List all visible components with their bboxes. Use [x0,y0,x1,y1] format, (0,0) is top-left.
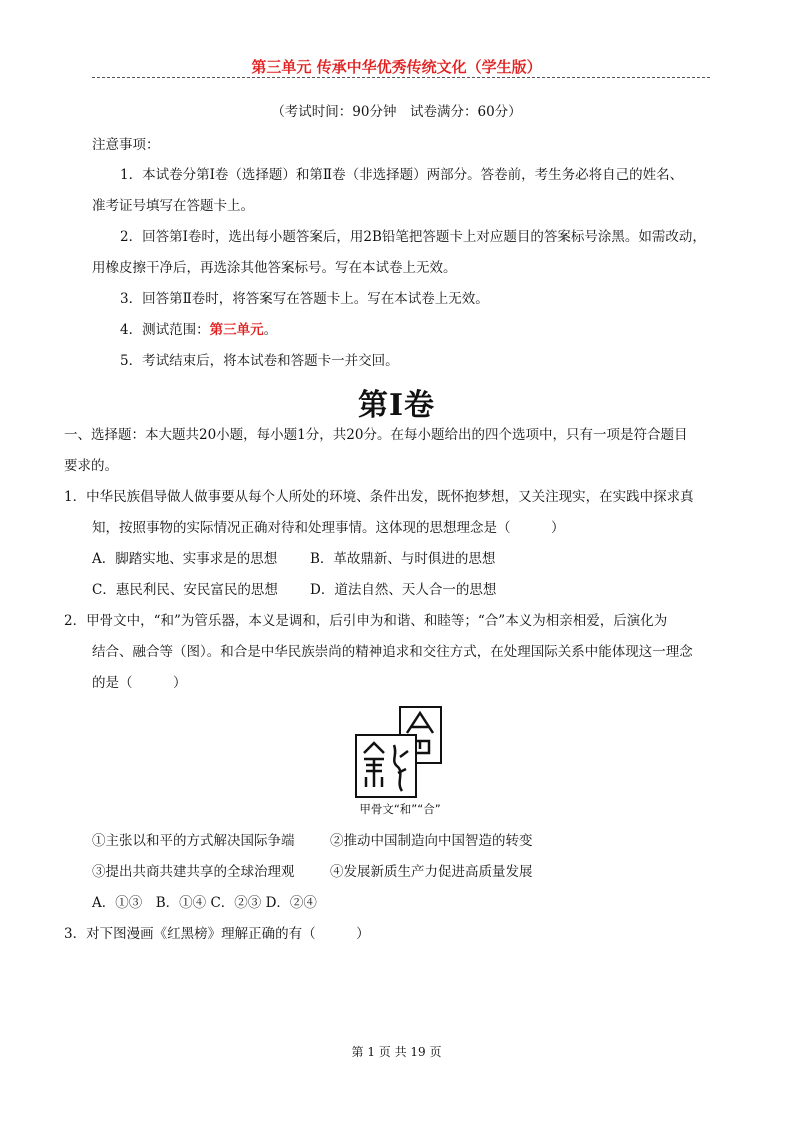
note-4-prefix: 4．测试范围： [120,322,210,338]
q2-stem-line-1: 2．甲骨文中，“和”为管乐器，本义是调和，后引申为和谐、和睦等；“合”本义为相亲相爱，后演化为 [64,613,668,629]
q2-statement-3: ③提出共商共建共享的全球治理观 [92,864,295,880]
q2-options: A．①③ B．①④ C．②③ D．②④ [92,895,317,911]
page-footer: 第 1 页 共 19 页 [351,1045,442,1059]
q2-stem-line-3: 的是（ ） [92,675,187,691]
note-4 [120,321,277,339]
q3-stem-line-1: 3．对下图漫画《红黑榜》理解正确的有（ ） [64,926,370,942]
figure-caption: 甲骨文“和”“合” [359,802,441,816]
q1-option-d: D．道法自然、天人合一的思想 [310,582,497,598]
note-1-line-2: 准考证号填写在答题卡上。 [92,198,254,214]
test-scope-highlight: 第三单元 [209,322,264,338]
notes-heading: 注意事项： [92,137,160,153]
note-5: 5．考试结束后，将本试卷和答题卡一并交回。 [120,353,399,369]
exam-info: （考试时间：90分钟 试卷满分：60分） [271,104,522,120]
note-1-line-1: 1．本试卷分第Ⅰ卷（选择题）和第Ⅱ卷（非选择题）两部分。答卷前，考生务必将自己的姓名、 [120,167,684,183]
note-2-line-1: 2．回答第Ⅰ卷时，选出每小题答案后，用2B铅笔把答题卡上对应题目的答案标号涂黑。如需改动， [120,229,706,245]
q1-option-a: A．脚踏实地、实事求是的思想 [92,551,278,567]
header-divider [92,77,710,78]
note-2-line-2: 用橡皮擦干净后，再选涂其他答案标号。写在本试卷上无效。 [92,260,457,276]
q1-option-c: C．惠民利民、安民富民的思想 [92,582,278,598]
q2-statement-1: ①主张以和平的方式解决国际争端 [92,833,295,849]
q2-stem-line-2: 结合、融合等（图）。和合是中华民族崇尚的精神追求和交往方式，在处理国际关系中能体现这一理念 [92,644,693,660]
note-3: 3．回答第Ⅱ卷时，将答案写在答题卡上。写在本试卷上无效。 [120,291,489,307]
document-title: 第三单元 传承中华优秀传统文化（学生版） [251,58,542,76]
q1-option-b: B．革故鼎新、与时俱进的思想 [310,551,496,567]
section-instruction-line-1: 一、选择题：本大题共20小题，每小题1分，共20分。在每小题给出的四个选项中，只有一项是符合题目 [64,427,688,443]
q2-statement-4: ④发展新质生产力促进高质量发展 [330,864,533,880]
q2-statement-2: ②推动中国制造向中国智造的转变 [330,833,533,849]
note-4-suffix: 。 [263,322,278,338]
q1-stem-line-2: 知，按照事物的实际情况正确对待和处理事情。这体现的思想理念是（ ） [92,520,565,536]
section-title: 第Ⅰ卷 [357,388,436,423]
q1-stem-line-1: 1．中华民族倡导做人做事要从每个人所处的环境、条件出发，既怀抱梦想，又关注现实，在实践中探求真 [64,489,694,505]
section-instruction-line-2: 要求的。 [64,458,118,474]
